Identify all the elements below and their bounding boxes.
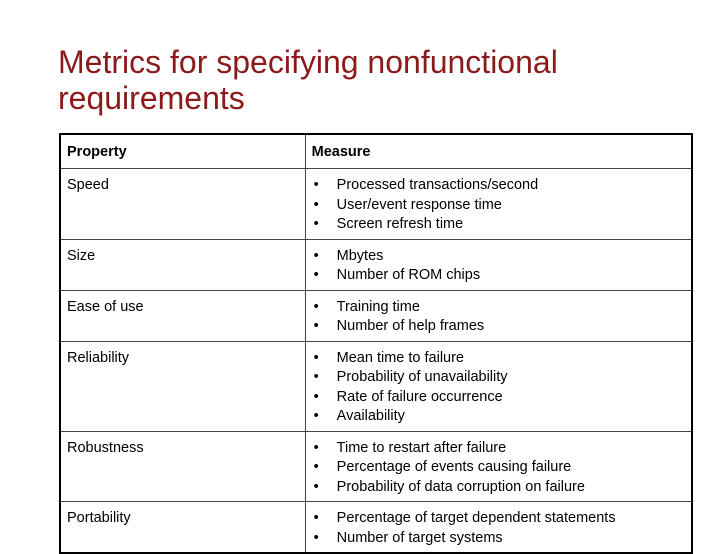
measure-item: • Number of target systems bbox=[312, 529, 685, 549]
measure-item: • Percentage of target dependent statements bbox=[312, 509, 685, 529]
measure-list bbox=[312, 349, 685, 427]
property-cell: Robustness bbox=[60, 431, 305, 502]
measure-item: • Time to restart after failure bbox=[312, 439, 685, 459]
table-row bbox=[60, 239, 692, 290]
measure-cell bbox=[305, 341, 692, 431]
measure-item: • Number of help frames bbox=[312, 317, 685, 337]
measure-item: • Mean time to failure bbox=[312, 349, 685, 369]
measure-list bbox=[312, 176, 685, 235]
measure-cell bbox=[305, 290, 692, 341]
table-row bbox=[60, 169, 692, 240]
measure-item: • Training time bbox=[312, 298, 685, 318]
property-cell: Size bbox=[60, 239, 305, 290]
measure-cell bbox=[305, 239, 692, 290]
header-measure: Measure bbox=[305, 134, 692, 169]
table-row bbox=[60, 341, 692, 431]
table-row bbox=[60, 431, 692, 502]
metrics-table bbox=[59, 133, 693, 554]
measure-item: • Mbytes bbox=[312, 247, 685, 267]
measure-item: • Rate of failure occurrence bbox=[312, 388, 685, 408]
measure-item: • Probability of unavailability bbox=[312, 368, 685, 388]
slide-title: Metrics for specifying nonfunctional requirements bbox=[58, 44, 558, 116]
measure-item: • Percentage of events causing failure bbox=[312, 458, 685, 478]
measure-item: • Probability of data corruption on failure bbox=[312, 478, 685, 498]
property-cell: Ease of use bbox=[60, 290, 305, 341]
measure-list bbox=[312, 298, 685, 337]
measure-item: • Screen refresh time bbox=[312, 215, 685, 235]
table-header-row bbox=[60, 134, 692, 169]
measure-item: • Availability bbox=[312, 407, 685, 427]
property-cell: Speed bbox=[60, 169, 305, 240]
measure-list bbox=[312, 247, 685, 286]
measure-item: • User/event response time bbox=[312, 196, 685, 216]
property-cell: Portability bbox=[60, 502, 305, 554]
measure-item: • Processed transactions/second bbox=[312, 176, 685, 196]
measure-list bbox=[312, 439, 685, 498]
table-row bbox=[60, 290, 692, 341]
measure-cell bbox=[305, 502, 692, 554]
property-cell: Reliability bbox=[60, 341, 305, 431]
measure-list bbox=[312, 509, 685, 548]
table-row bbox=[60, 502, 692, 554]
header-property: Property bbox=[60, 134, 305, 169]
measure-item: • Number of ROM chips bbox=[312, 266, 685, 286]
measure-cell bbox=[305, 169, 692, 240]
measure-cell bbox=[305, 431, 692, 502]
